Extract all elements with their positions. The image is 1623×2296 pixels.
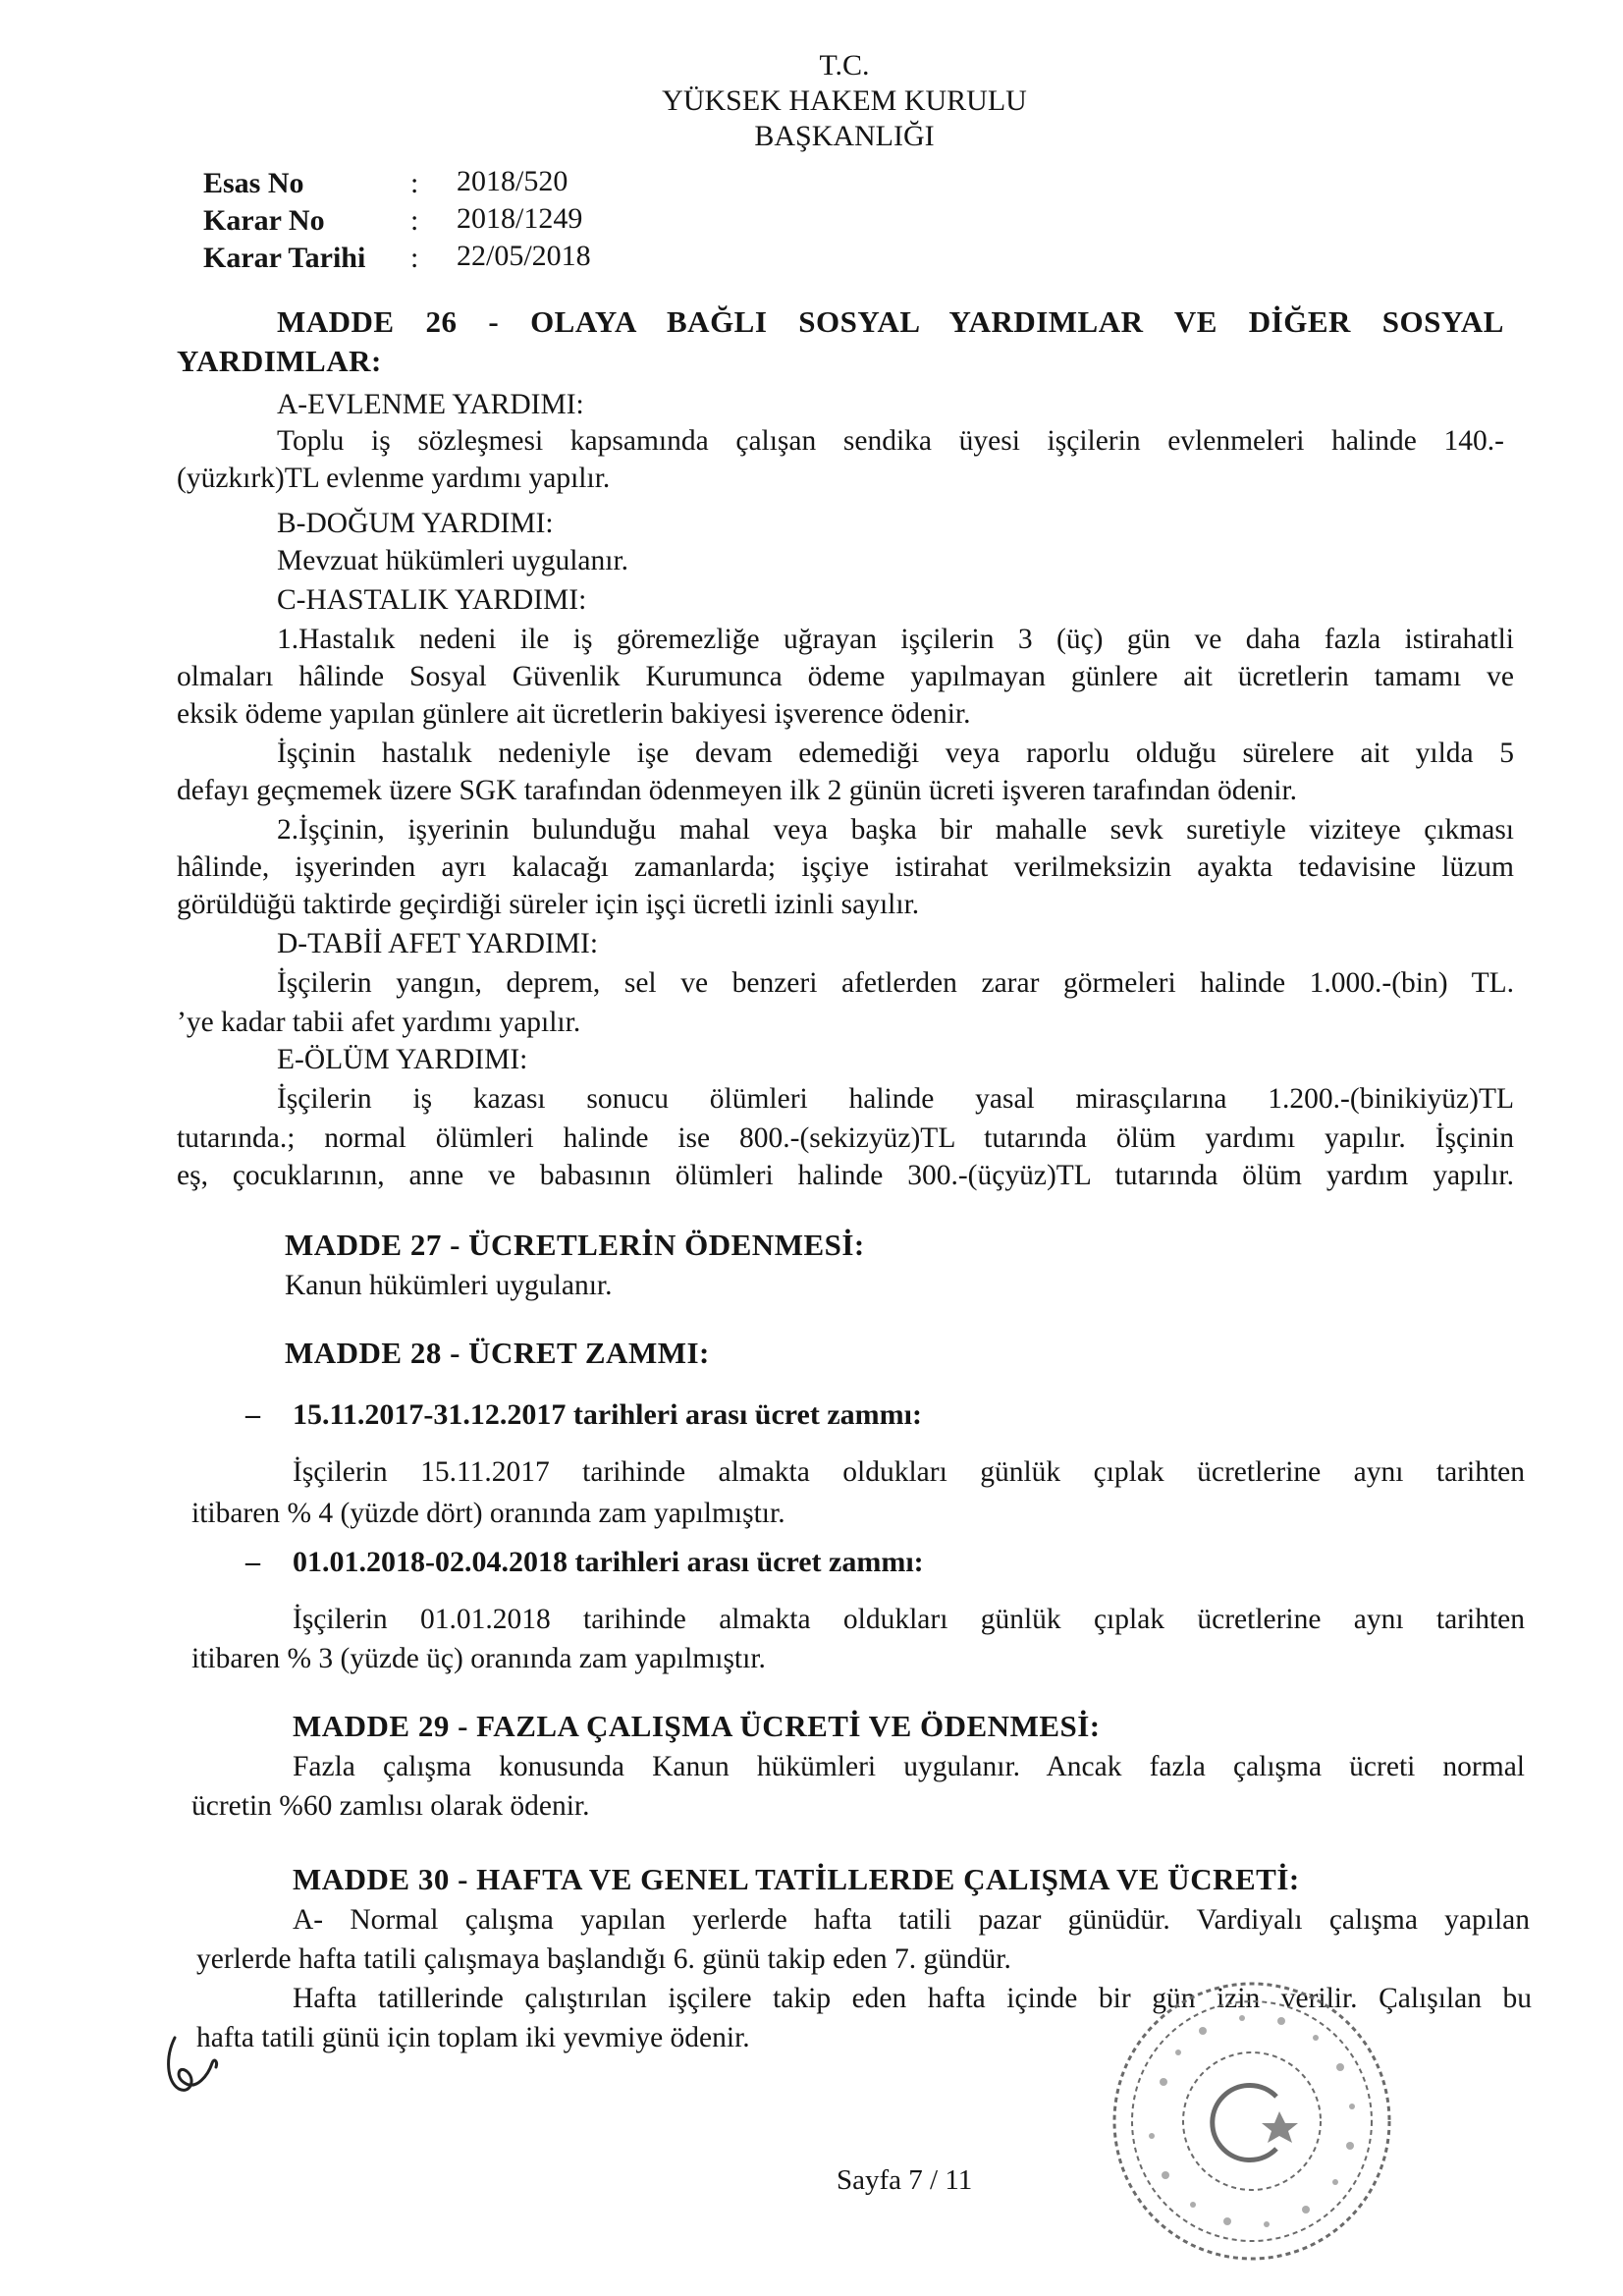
madde26-e-line2: tutarında.; normal ölümleri halinde ise 800.-(sekizyüz)TL tutarında ölüm yardımı yapılır. İşçinin bbox=[177, 1122, 1514, 1154]
madde27-title: MADDE 27 - ÜCRETLERİN ÖDENMESİ: bbox=[285, 1228, 865, 1262]
madde29-title: MADDE 29 - FAZLA ÇALIŞMA ÜCRETİ VE ÖDENMESİ: bbox=[293, 1709, 1101, 1743]
madde26-a-title: A-EVLENME YARDIMI: bbox=[277, 389, 584, 420]
karar-no-value: 2018/1249 bbox=[457, 202, 583, 235]
madde26-d-title: D-TABİİ AFET YARDIMI: bbox=[277, 928, 599, 959]
madde30-line4: hafta tatili günü için toplam iki yevmiye ödenir. bbox=[196, 2022, 750, 2053]
esas-no-label: Esas No bbox=[203, 167, 304, 199]
madde29-line2: ücretin %60 zamlısı olarak ödenir. bbox=[191, 1790, 590, 1822]
karar-no-sep: : bbox=[410, 204, 419, 237]
header-tc: T.C. bbox=[819, 49, 870, 82]
madde30-line2: yerlerde hafta tatili çalışmaya başlandığı 6. günü takip eden 7. gündür. bbox=[196, 1943, 1011, 1975]
madde26-e-line1: İşçilerin iş kazası sonucu ölümleri halinde yasal mirasçılarına 1.200.-(binikiyüz)TL bbox=[277, 1083, 1514, 1115]
madde28-s2-line1: İşçilerin 01.01.2018 tarihinde almakta oldukları günlük çıplak ücretlerine aynı tarihten bbox=[293, 1604, 1525, 1635]
madde28-s2-bullet: – bbox=[245, 1546, 260, 1578]
madde26-e-title: E-ÖLÜM YARDIMI: bbox=[277, 1044, 528, 1075]
madde28-s2-line2: itibaren % 3 (yüzde üç) oranında zam yapılmıştır. bbox=[191, 1643, 766, 1674]
madde26-d-line2: ’ye kadar tabii afet yardımı yapılır. bbox=[177, 1007, 581, 1038]
karar-tarihi-label: Karar Tarihi bbox=[203, 242, 366, 274]
madde28-s1-bullet: – bbox=[245, 1398, 260, 1431]
madde26-e-line3: eş, çocuklarının, anne ve babasının ölümleri halinde 300.-(üçyüz)TL tutarında ölüm yardım yapılır. bbox=[177, 1160, 1514, 1191]
madde26-c-p1-line2: olmaları hâlinde Sosyal Güvenlik Kurumunca ödeme yapılmayan günlere ait ücretlerin tamamı ve bbox=[177, 661, 1514, 692]
madde28-s1-line1: İşçilerin 15.11.2017 tarihinde almakta oldukları günlük çıplak ücretlerine aynı tarihten bbox=[293, 1456, 1525, 1488]
page-number: Sayfa 7 / 11 bbox=[837, 2164, 973, 2196]
madde28-s1-title: 15.11.2017-31.12.2017 tarihleri arası ücret zammı: bbox=[293, 1398, 922, 1431]
madde26-c-p2-line2: defayı geçmemek üzere SGK tarafından ödenmeyen ilk 2 günün ücreti işveren tarafından ödenir. bbox=[177, 775, 1298, 806]
header-institution: YÜKSEK HAKEM KURULU bbox=[662, 84, 1027, 117]
madde26-c-p3-line3: görüldüğü taktirde geçirdiği süreler için işçi ücretli izinli sayılır. bbox=[177, 889, 920, 920]
madde26-d-line1: İşçilerin yangın, deprem, sel ve benzeri afetlerden zarar görmeleri halinde 1.000.-(bin) TL. bbox=[277, 967, 1514, 999]
madde26-a-line1: Toplu iş sözleşmesi kapsamında çalışan sendika üyesi işçilerin evlenmeleri halinde 140.- bbox=[277, 425, 1504, 457]
madde28-s2-title: 01.01.2018-02.04.2018 tarihleri arası ücret zammı: bbox=[293, 1546, 924, 1578]
official-seal-stamp bbox=[1105, 1974, 1399, 2269]
madde26-c-p1-line3: eksik ödeme yapılan günlere ait ücretlerin bakiyesi işverence ödenir. bbox=[177, 698, 971, 730]
madde28-s1-line2: itibaren % 4 (yüzde dört) oranında zam yapılmıştır. bbox=[191, 1498, 785, 1529]
madde30-line3: Hafta tatillerinde çalıştırılan işçilere takip eden hafta içinde bir gün izin verilir. Çalışılan bu bbox=[293, 1983, 1532, 2014]
madde30-line1: A- Normal çalışma yapılan yerlerde hafta tatili pazar günüdür. Vardiyalı çalışma yapılan bbox=[293, 1904, 1530, 1936]
signature-initial bbox=[157, 2028, 226, 2106]
esas-no-value: 2018/520 bbox=[457, 165, 568, 197]
madde26-c-title: C-HASTALIK YARDIMI: bbox=[277, 584, 587, 616]
madde29-line1: Fazla çalışma konusunda Kanun hükümleri uygulanır. Ancak fazla çalışma ücreti normal bbox=[293, 1751, 1525, 1782]
madde30-title: MADDE 30 - HAFTA VE GENEL TATİLLERDE ÇALIŞMA VE ÜCRETİ: bbox=[293, 1862, 1300, 1896]
karar-tarihi-value: 22/05/2018 bbox=[457, 240, 591, 272]
madde26-c-p1-line1: 1.Hastalık nedeni ile iş göremezliğe uğrayan işçilerin 3 (üç) gün ve daha fazla istirahatli bbox=[277, 624, 1514, 655]
madde26-b-line1: Mevzuat hükümleri uygulanır. bbox=[277, 545, 629, 576]
madde26-a-line2: (yüzkırk)TL evlenme yardımı yapılır. bbox=[177, 463, 611, 494]
madde26-title-line1: MADDE 26 - OLAYA BAĞLI SOSYAL YARDIMLAR VE DİĞER SOSYAL bbox=[277, 304, 1504, 339]
madde27-line1: Kanun hükümleri uygulanır. bbox=[285, 1270, 613, 1301]
madde26-c-p3-line1: 2.İşçinin, işyerinin bulunduğu mahal veya başka bir mahalle sevk suretiyle viziteye çıkması bbox=[277, 814, 1514, 846]
esas-no-sep: : bbox=[410, 167, 419, 199]
header-presidency: BAŞKANLIĞI bbox=[754, 120, 935, 152]
madde26-c-p3-line2: hâlinde, işyerinden ayrı kalacağı zamanlarda; işçiye istirahat verilmeksizin ayakta tedavisine lüzum bbox=[177, 851, 1514, 883]
madde28-title: MADDE 28 - ÜCRET ZAMMI: bbox=[285, 1336, 710, 1370]
karar-tarihi-sep: : bbox=[410, 242, 419, 274]
karar-no-label: Karar No bbox=[203, 204, 325, 237]
madde26-b-title: B-DOĞUM YARDIMI: bbox=[277, 508, 554, 539]
madde26-c-p2-line1: İşçinin hastalık nedeniyle işe devam edemediği veya raporlu olduğu sürelere ait yılda 5 bbox=[277, 738, 1514, 769]
madde26-title-line2: YARDIMLAR: bbox=[177, 344, 382, 378]
